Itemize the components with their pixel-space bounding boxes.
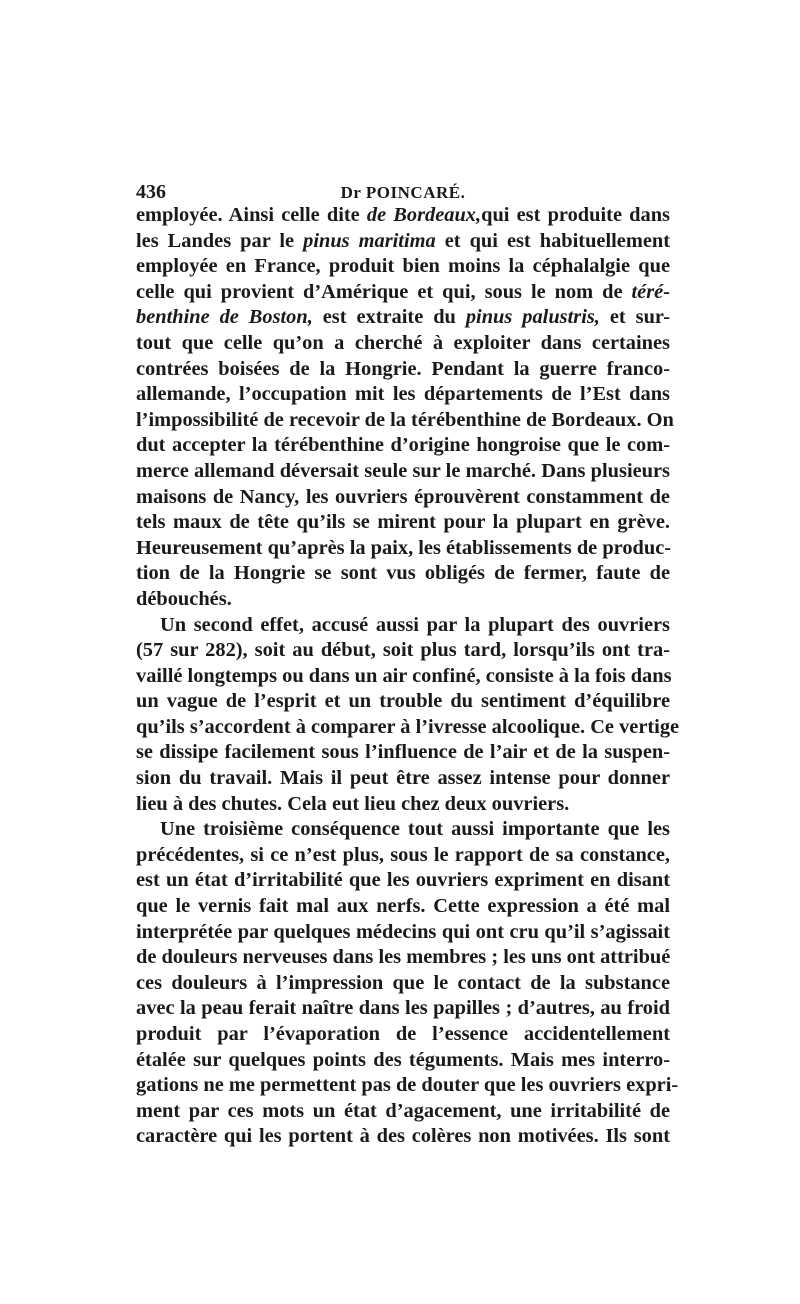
text-line: précédentes, si ce n’est plus, sous le rapport de sa constance, (136, 843, 670, 866)
text-line: est un état d’irritabilité que les ouvriers expriment en disant (136, 869, 670, 892)
text-line: avec la peau ferait naître dans les papilles ; d’autres, au froid (136, 997, 670, 1020)
text-line: gations ne me permettent pas de douter que les ouvriers expri- (136, 1074, 679, 1097)
text-line: les Landes par le pinus maritima et qui est habituellement (136, 229, 671, 252)
text-line: de douleurs nerveuses dans les membres ; les uns ont attribué (136, 946, 671, 969)
text-line: tels maux de tête qu’ils se mirent pour la plupart en grève. (136, 511, 670, 534)
running-head: Dr POINCARÉ. (340, 183, 466, 202)
text-line: qu’ils s’accordent à comparer à l’ivresse alcoolique. Ce vertige (136, 715, 680, 738)
text-line: produit par l’évaporation de l’essence accidentellement (136, 1023, 670, 1045)
italic-term: téré- (631, 280, 670, 303)
text-line: ment par ces mots un état d’agacement, une irritabilité de (136, 1099, 670, 1122)
text-line: interprétée par quelques médecins qui ont cru qu’il s’agissait (136, 920, 670, 943)
italic-term: benthine de Boston, (136, 306, 313, 329)
page-number: 436 (136, 181, 166, 203)
text-line: contrées boisées de la Hongrie. Pendant la guerre franco- (136, 357, 670, 380)
text-line: employée en France, produit bien moins la céphalalgie que (136, 255, 670, 278)
text-line: dut accepter la térébenthine d’origine hongroise que le com- (136, 434, 670, 457)
text-line: tout que celle qu’on a cherché à exploiter dans certaines (136, 331, 670, 354)
text-line: Un second effet, accusé aussi par la plupart des ouvriers (160, 613, 670, 636)
text-line: benthine de Boston, est extraite du pinus palustris, et sur- (136, 306, 670, 329)
text-line: (57 sur 282), soit au début, soit plus tard, lorsqu’ils ont tra- (136, 639, 670, 662)
italic-term: pinus maritima (303, 229, 436, 252)
text-line: que le vernis fait mal aux nerfs. Cette expression a été mal (136, 895, 670, 918)
text-line: ces douleurs à l’impression que le contact de la substance (136, 971, 670, 994)
text-line: celle qui provient d’Amérique et qui, sous le nom de téré- (136, 280, 670, 303)
text-line: maisons de Nancy, les ouvriers éprouvèrent constamment de (136, 485, 670, 508)
text-line: un vague de l’esprit et un trouble du sentiment d’équilibre (136, 690, 670, 713)
text-line: Une troisième conséquence tout aussi importante que les (160, 818, 670, 841)
italic-term: de Bordeaux, (366, 204, 482, 226)
text-line: caractère qui les portent à des colères non motivées. Ils sont (136, 1125, 670, 1148)
text-line: l’impossibilité de recevoir de la térébenthine de Bordeaux. On (136, 408, 674, 431)
text-line: lieu à des chutes. Cela eut lieu chez deux ouvriers. (136, 792, 570, 815)
text-line: vaillé longtemps ou dans un air confiné, consiste à la fois dans (136, 664, 672, 687)
italic-term: pinus palustris, (465, 306, 600, 329)
text-line: employée. Ainsi celle dite de Bordeaux,qui est produite dans (136, 204, 670, 226)
text-line: allemande, l’occupation mit les départements de l’Est dans (136, 383, 670, 406)
text-line: étalée sur quelques points des téguments. Mais mes interro- (136, 1048, 670, 1071)
text-line: tion de la Hongrie se sont vus obligés de fermer, faute de (136, 562, 670, 585)
text-line: sion du travail. Mais il peut être assez intense pour donner (136, 767, 670, 790)
text-line: se dissipe facilement sous l’influence de l’air et de la suspen- (136, 741, 670, 764)
text-line: débouchés. (136, 587, 232, 610)
text-line: merce allemand déversait seule sur le marché. Dans plusieurs (136, 459, 670, 482)
body-text (136, 203, 680, 1150)
text-line: Heureusement qu’après la paix, les établissements de produc- (136, 536, 672, 559)
